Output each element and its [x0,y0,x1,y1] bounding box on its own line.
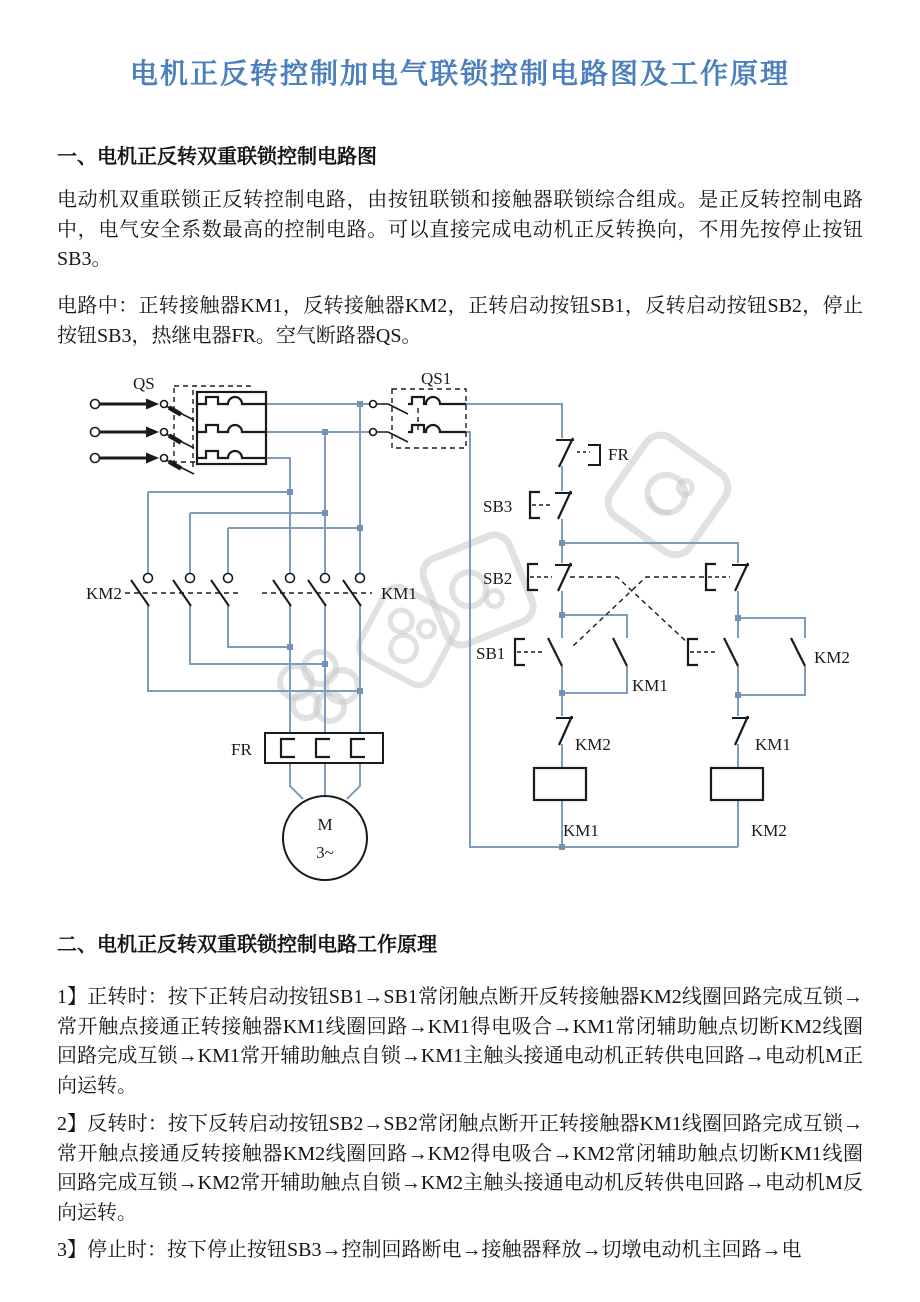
sb2-nc-contact [483,563,572,591]
main-contacts [86,574,417,607]
sb1-nc-contact-right [706,563,749,591]
section1-paragraph-1: 电动机双重联锁正反转控制电路，由按钮联锁和接触器联锁综合组成。是正反转控制电路中，电气安全系数最高的控制电路。可以直接完成电动机正反转换向，不用先按停止按钮SB3。 [57,189,863,270]
qs1-breaker [370,369,467,448]
km1-main-label: KM1 [381,584,417,603]
km1-coil [534,768,599,840]
sb1-start-button [476,638,562,666]
button-linkage-dashes [570,577,704,646]
qs1-label: QS1 [421,369,452,388]
sb2-label: SB2 [483,569,513,588]
qs-breaker [91,374,267,474]
motor [283,796,367,880]
sb3-label: SB3 [483,497,513,516]
km1-interlock-label: KM1 [755,735,791,754]
km2-interlock-contact [556,716,611,754]
sb1-label: SB1 [476,644,506,663]
sb2-no-contact-right [688,638,738,666]
page-title: 电机正反转控制加电气联锁控制电路图及工作原理 [129,58,790,89]
motor-3ph-label: 3~ [316,843,334,862]
km2-coil [711,768,787,840]
km2-main-label: KM2 [86,584,122,603]
km1-aux-label: KM1 [632,676,668,695]
section2-paragraph-3: 3】停止时：按下停止按钮SB3→控制回路断电→接触器释放→切墩电动机主回路→电 [57,1239,802,1261]
fr-box-label: FR [231,740,252,759]
section1-heading: 一、电机正反转双重联锁控制电路图 [57,146,377,168]
section2-paragraph-2: 2】反转时：按下反转启动按钮SB2→SB2常闭触点断开正转接触器KM1线圈回路完成互锁→常开触点接通反转接触器KM2线圈回路→KM2得电吸合→KM2常闭辅助触点切断KM1线圈回路完成互锁→KM2常开辅助触点自锁→KM2主触头接通电动机反转供电回路→电动机M反向运转。 [57,1113,863,1224]
km1-aux-contact [613,638,668,695]
km2-coil-label: KM2 [751,821,787,840]
section1-paragraph-2: 电路中：正转接触器KM1，反转接触器KM2，正转启动按钮SB1，反转启动按钮SB2，停止按钮SB3，热继电器FR。空气断路器QS。 [57,295,863,347]
km1-interlock-contact [732,716,791,754]
km1-coil-label: KM1 [563,821,599,840]
fr-contact-label: FR [608,445,629,464]
fr-nc-contact [556,438,629,467]
qs-label: QS [133,374,155,393]
circuit-diagram [0,360,920,895]
km2-aux-contact [791,638,850,667]
motor-m-label: M [317,815,333,834]
section2-heading: 二、电机正反转双重联锁控制电路工作原理 [57,934,437,956]
sb3-stop-button [483,491,572,519]
km2-interlock-label: KM2 [575,735,611,754]
section2-paragraph-1: 1】正转时：按下正转启动按钮SB1→SB1常闭触点断开反转接触器KM2线圈回路完成互锁→常开触点接通正转接触器KM1线圈回路→KM1得电吸合→KM1常闭辅助触点切断KM2线圈回路完成互锁→KM1常开辅助触点自锁→KM1主触头接通电动机正转供电回路→电动机M正向运转。 [57,986,863,1097]
fr-thermal-relay [231,733,383,763]
km2-aux-label: KM2 [814,648,850,667]
